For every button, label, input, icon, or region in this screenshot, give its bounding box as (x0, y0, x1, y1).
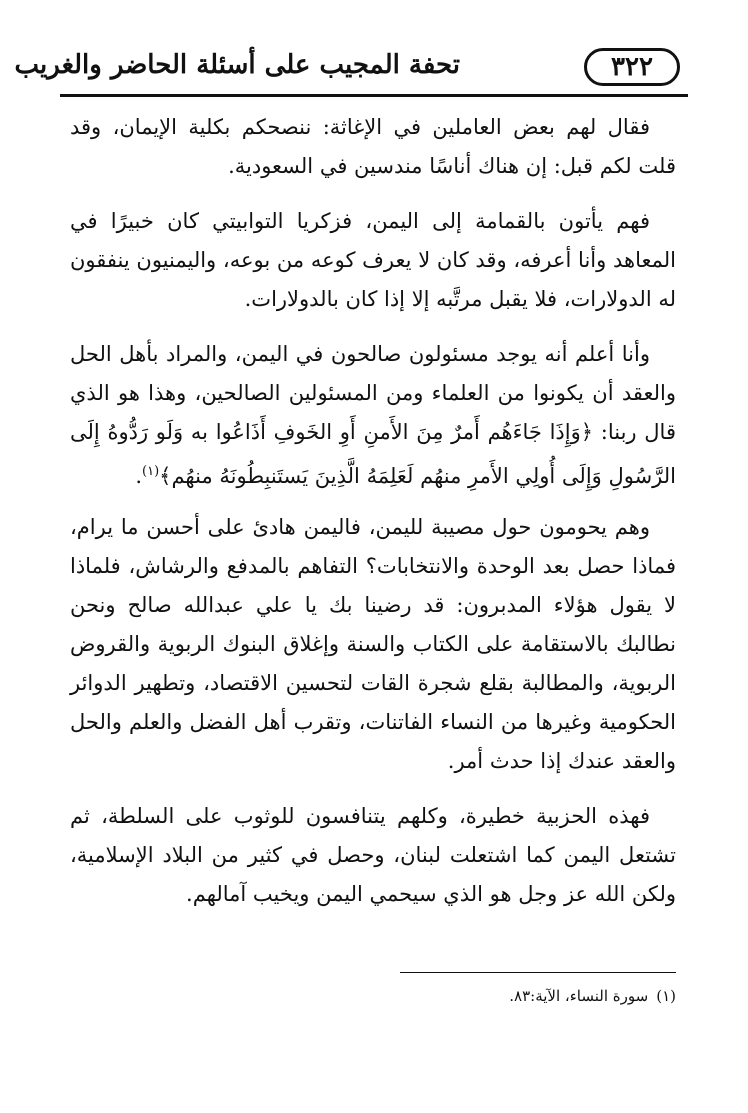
book-title: تحفة المجيب على أسئلة الحاضر والغريب (14, 50, 460, 80)
footnote (300, 982, 676, 1010)
page-number: ٣٢٢ (611, 52, 653, 82)
quran-verse: ﴿وَإِذَا جَاءَهُم أَمرٌ مِنَ الأَمنِ أَوِ الخَوفِ أَذَاعُوا به وَلَو رَدُّوهُ إِلَى الرَّسُولِ وَإِلَى أُولِي الأَمرِ منهُم لَعَلِمَهُ الَّذِينَ يَستَنبِطُونَهُ منهُم﴾ (70, 420, 676, 488)
verse-end-period: . (135, 464, 142, 488)
footnote-text: سورة النساء، الآية:٨٣. (509, 987, 649, 1005)
paragraph: فقال لهم بعض العاملين في الإغاثة: ننصحكم بكلية الإيمان، وقد قلت لكم قبل: إن هناك أناسًا مندسين في السعودية. (70, 115, 676, 178)
footnote-divider (400, 972, 676, 973)
paragraph-with-quran (70, 335, 676, 496)
footnote-reference[interactable]: (١) (142, 464, 160, 479)
page-header (14, 44, 688, 100)
paragraph: فهذه الحزبية خطيرة، وكلهم يتنافسون للوثوب على السلطة، ثم تشتعل اليمن كما اشتعلت لبنان، وحصل في كثير من البلاد الإسلامية، ولكن الله عز وجل هو الذي سيحمي اليمن ويخيب آمالهم. (70, 804, 676, 906)
main-text (70, 108, 676, 930)
header-rule (60, 94, 688, 97)
paragraph-text: وأنا أعلم أنه يوجد مسئولون صالحون في اليمن، والمراد بأهل الحل والعقد أن يكونوا من العلماء ومن المسئولين الصالحين، وهذا هو الذي قال ربنا: (70, 342, 676, 444)
footnote-number: (١) (656, 987, 676, 1005)
paragraph: وهم يحومون حول مصيبة لليمن، فاليمن هادئ على أحسن ما يرام، فماذا حصل بعد الوحدة والانتخابات؟ التفاهم بالمدفع والرشاش، فلماذا لا يقول هؤلاء المدبرون: قد رضينا بك يا علي عبدالله صالح ونحن نطالبك بالاستقامة على الكتاب والسنة وإغلاق البنوك الربوية والقروض الربوية، والمطالبة بقلع شجرة القات لتحسين الاقتصاد، وتطهير الدوائر الحكومية وغيرها من النساء الفاتنات، وتقرب أهل الفضل والعلم والحل والعقد عندك إذا حدث أمر. (70, 515, 676, 773)
paragraph: فهم يأتون بالقمامة إلى اليمن، فزكريا التوابيتي كان خبيرًا في المعاهد وأنا أعرفه، وقد كان لا يعرف كوعه من بوعه، واليمنيون ينفقون له الدولارات، فلا يقبل مرتَّبه إلا إذا كان بالدولارات. (70, 209, 676, 311)
page-number-badge (584, 48, 680, 86)
